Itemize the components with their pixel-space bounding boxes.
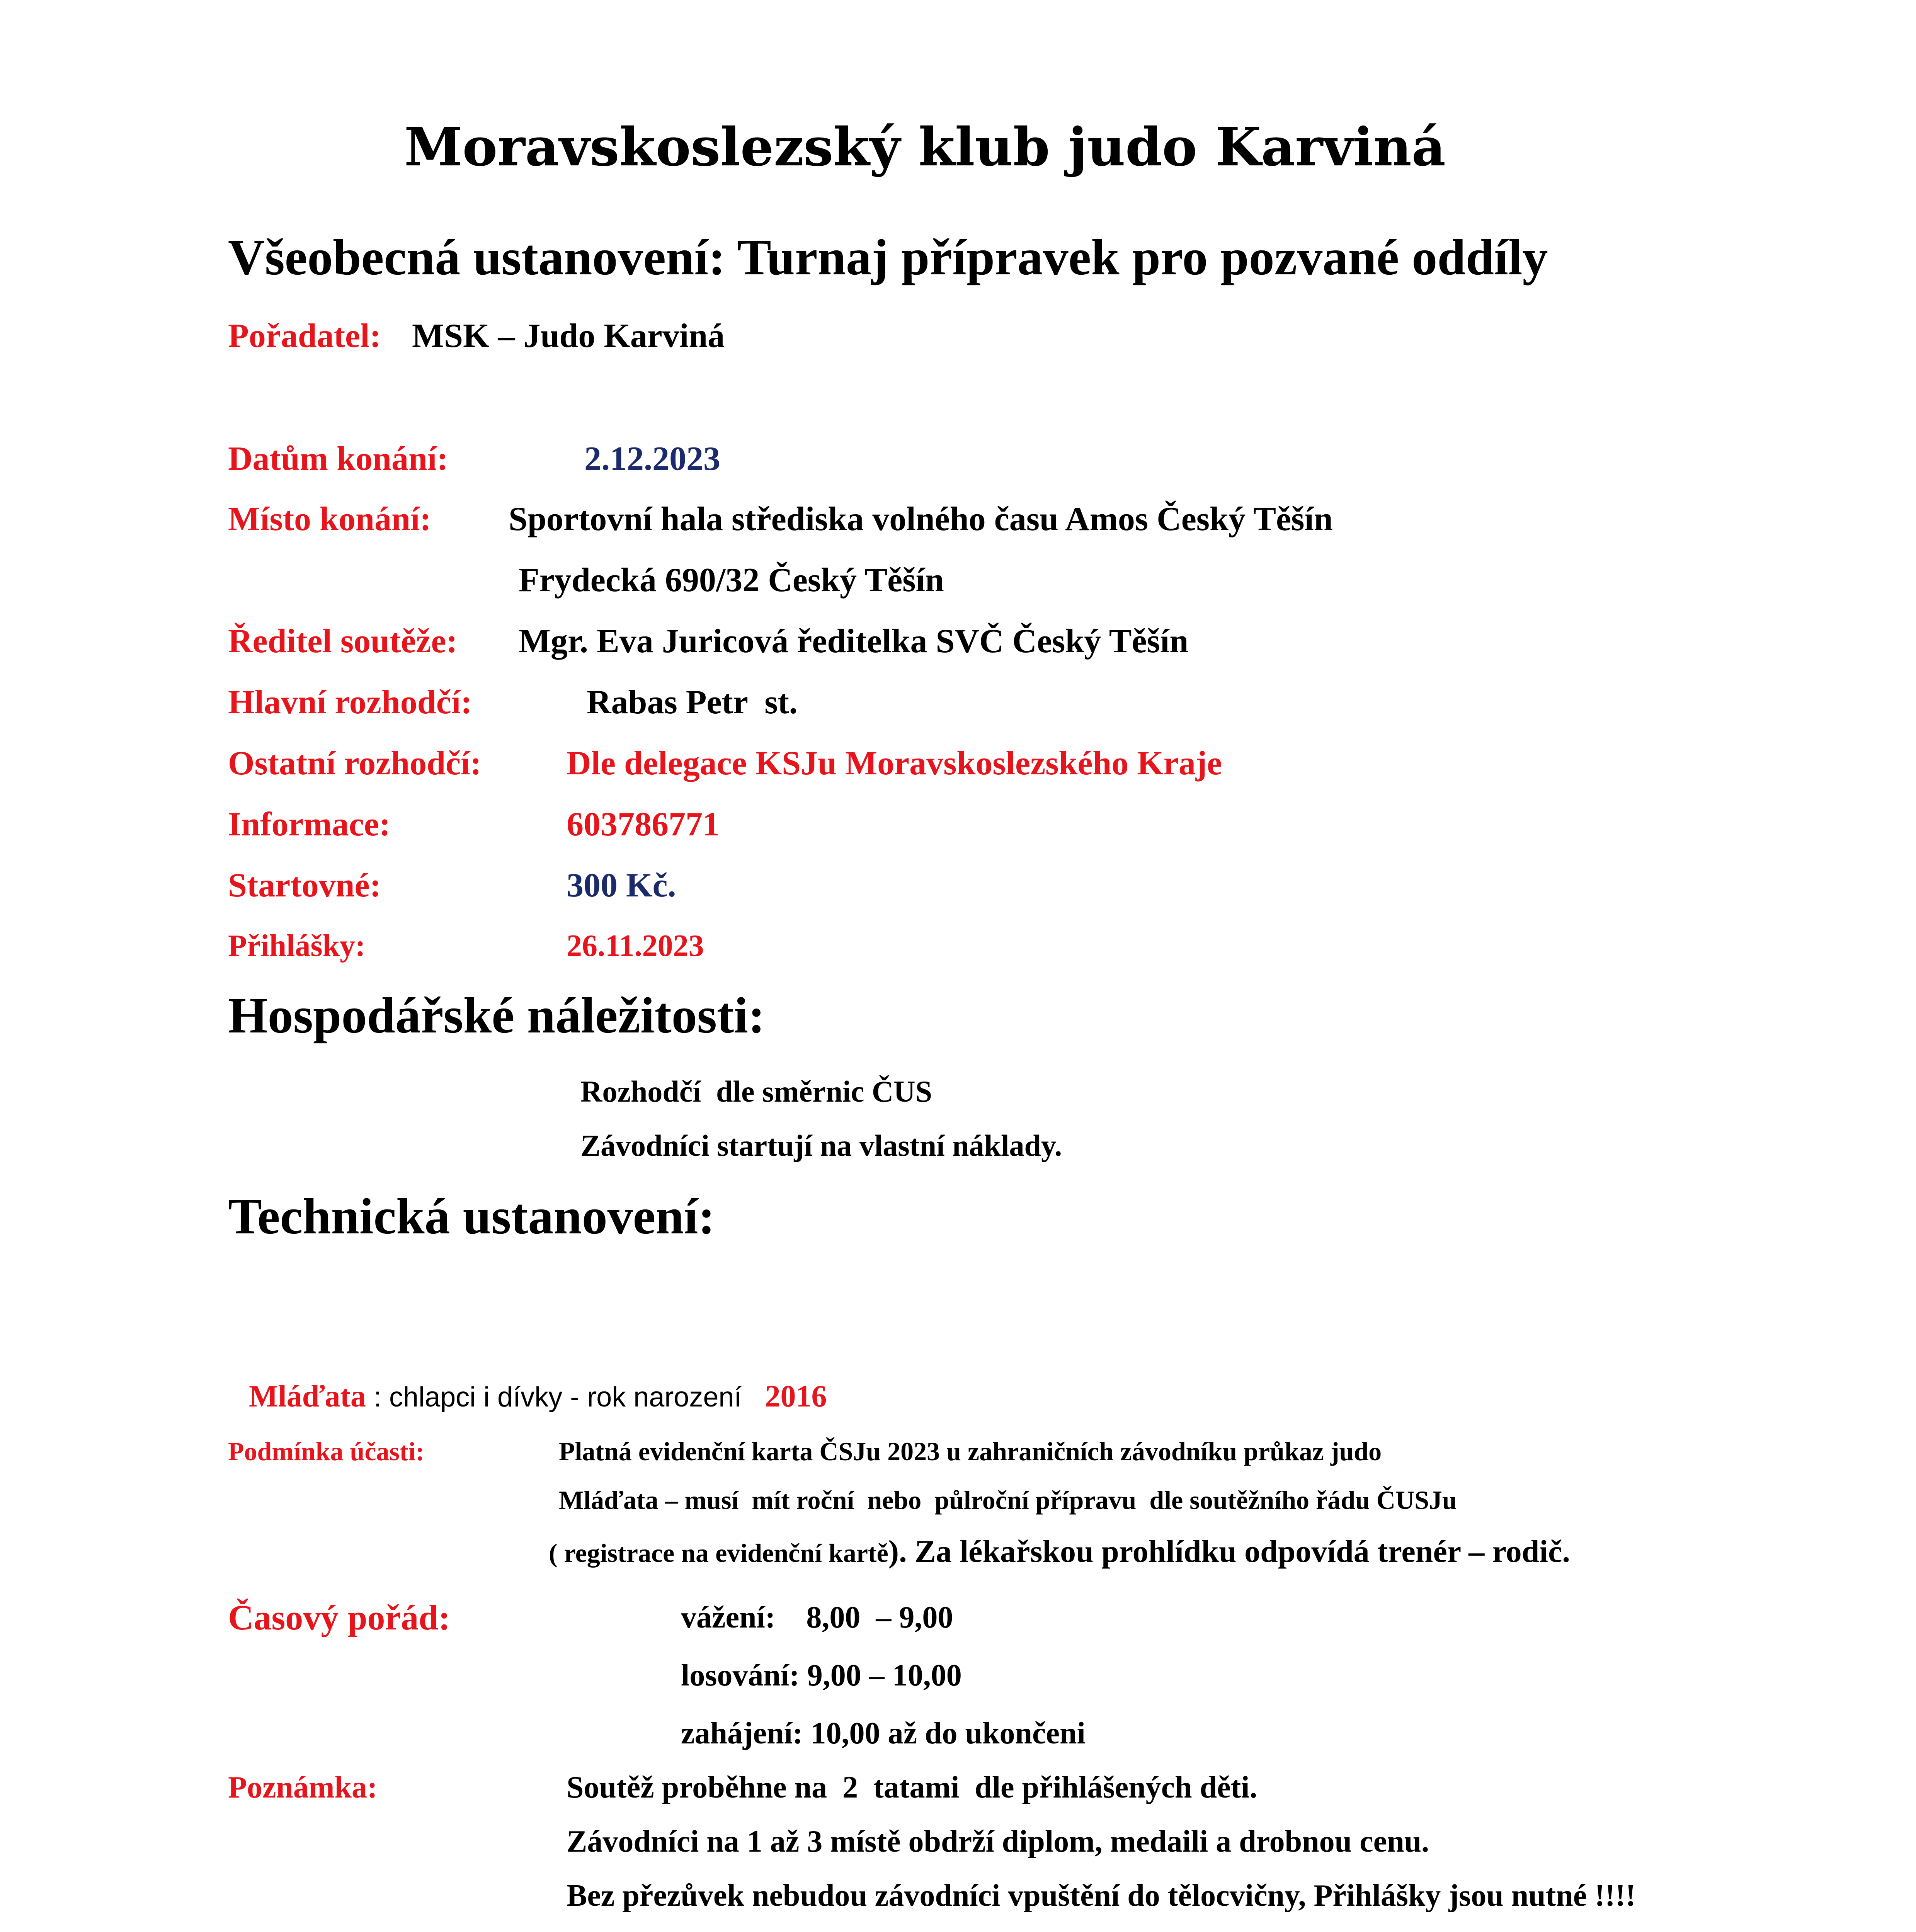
note-line2: Závodníci na 1 až 3 místě obdrží diplom, medaili a drobnou cenu. bbox=[567, 1825, 1429, 1859]
schedule-weighing: vážení: 8,00 – 9,00 bbox=[681, 1600, 953, 1634]
date-value: 2.12.2023 bbox=[584, 440, 720, 478]
organizer-label: Pořadatel: bbox=[228, 317, 381, 355]
other-referees-value: Dle delegace KSJu Moravskoslezského Kraje bbox=[567, 745, 1222, 782]
registration-label: Přihlášky: bbox=[228, 929, 366, 963]
economic-heading: Hospodářské náležitosti: bbox=[228, 987, 765, 1044]
technical-heading: Technická ustanovení: bbox=[228, 1188, 715, 1245]
club-title: Moravskoslezský klub judo Karviná bbox=[404, 116, 1446, 178]
category-text: : chlapci i dívky - rok narození bbox=[366, 1382, 750, 1413]
fee-value: 300 Kč. bbox=[567, 867, 676, 904]
main-heading: Všeobecná ustanovení: Turnaj přípravek pro pozvané oddíly bbox=[228, 229, 1548, 286]
info-label: Informace: bbox=[228, 806, 391, 843]
fee-label: Startovné: bbox=[228, 867, 381, 904]
economic-line1: Rozhodčí dle směrnic ČUS bbox=[580, 1075, 932, 1108]
head-referee-value: Rabas Petr st. bbox=[587, 684, 798, 721]
note-label: Poznámka: bbox=[228, 1770, 378, 1804]
condition-label: Podmínka účasti: bbox=[228, 1437, 425, 1466]
condition-line3b: ). Za lékařskou prohlídku odpovídá trenér – rodič. bbox=[888, 1534, 1570, 1569]
category-line bbox=[233, 1350, 827, 1412]
condition-line3 bbox=[549, 1536, 1570, 1567]
schedule-start: zahájení: 10,00 až do ukončeni bbox=[681, 1716, 1086, 1750]
info-value: 603786771 bbox=[567, 806, 720, 843]
note-line3: Bez přezůvek nebudou závodníci vpuštění do tělocvičny, Přihlášky jsou nutné !!!! bbox=[567, 1879, 1636, 1913]
schedule-draw: losování: 9,00 – 10,00 bbox=[681, 1658, 962, 1692]
condition-line1: Platná evidenční karta ČSJu 2023 u zahraničních závodníku průkaz judo bbox=[559, 1437, 1382, 1466]
venue-line2: Frydecká 690/32 Český Těšín bbox=[519, 561, 944, 599]
schedule-label: Časový pořád: bbox=[228, 1598, 451, 1637]
economic-line2: Závodníci startují na vlastní náklady. bbox=[580, 1129, 1062, 1162]
date-label: Datům konání: bbox=[228, 440, 448, 478]
venue-line1: Sportovní hala střediska volného času Amos Český Těšín bbox=[509, 500, 1333, 538]
condition-line3a: ( registrace na evidenční kartě bbox=[549, 1538, 888, 1568]
category-year: 2016 bbox=[765, 1379, 827, 1413]
organizer-value: MSK – Judo Karviná bbox=[412, 317, 725, 355]
director-value: Mgr. Eva Juricová ředitelka SVČ Český Těšín bbox=[519, 622, 1189, 660]
head-referee-label: Hlavní rozhodčí: bbox=[228, 684, 472, 721]
other-referees-label: Ostatní rozhodčí: bbox=[228, 745, 482, 782]
category-label: Mláďata bbox=[249, 1379, 366, 1413]
director-label: Ředitel soutěže: bbox=[228, 622, 458, 660]
condition-line2: Mláďata – musí mít roční nebo půlroční přípravu dle soutěžního řádu ČUSJu bbox=[559, 1485, 1457, 1515]
note-line1: Soutěž proběhne na 2 tatami dle přihlášených děti. bbox=[567, 1770, 1257, 1804]
venue-label: Místo konání: bbox=[228, 500, 431, 538]
registration-value: 26.11.2023 bbox=[567, 929, 704, 963]
